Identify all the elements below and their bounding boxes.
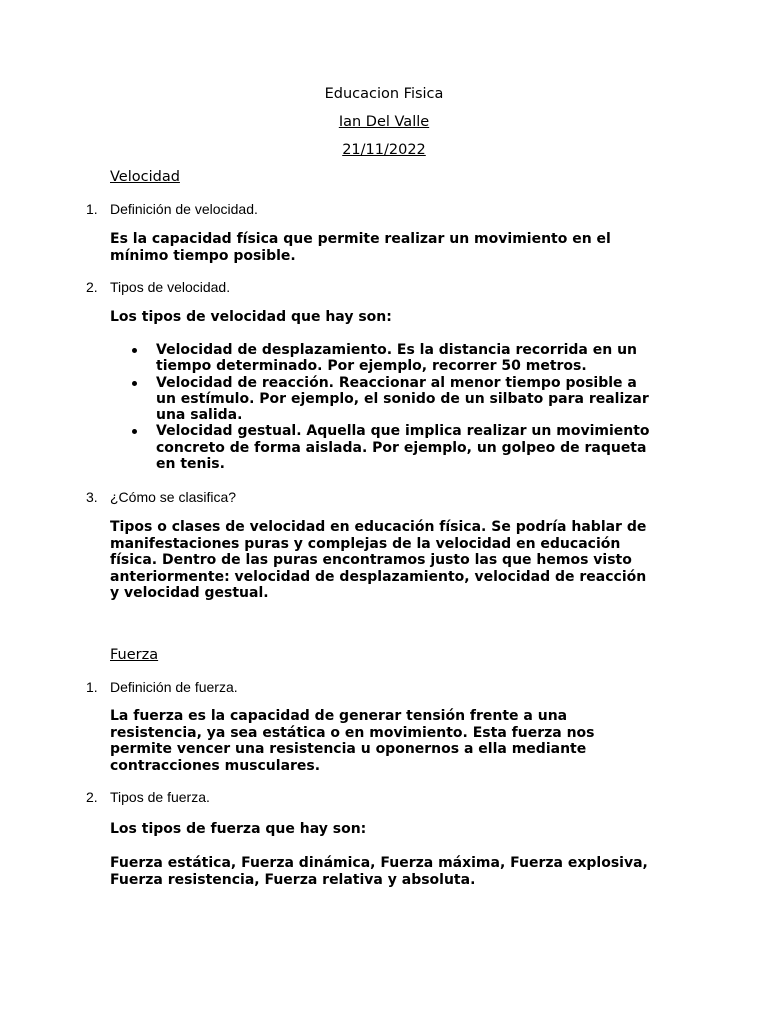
fuerza-types-list: Fuerza estática, Fuerza dinámica, Fuerza máxima, Fuerza explosiva, Fuerza resistencia, Fuerza relativa y absoluta.: [110, 855, 648, 888]
question-item: [86, 788, 210, 806]
list-item-text: Velocidad de desplazamiento. Es la distancia recorrida en un tiempo determinado. Por ejemplo, recorrer 50 metros.: [156, 342, 638, 375]
question-item: [86, 200, 258, 218]
list-item: [110, 423, 670, 472]
bullet-icon: [132, 381, 137, 386]
question-label: Tipos de fuerza.: [110, 789, 210, 805]
question-label: Definición de velocidad.: [110, 201, 258, 217]
question-item: [86, 278, 230, 296]
velocidad-classification: Tipos o clases de velocidad en educación física. Se podría hablar de manifestaciones puras y complejas de la velocidad en educación física. Dentro de las puras encontramos justo las que hemos visto anteriormente: velocidad de desplazamiento, velocidad de reacción y velocidad gestual.: [110, 519, 647, 601]
bullet-icon: [132, 348, 137, 353]
list-item-text: Velocidad gestual. Aquella que implica realizar un movimiento concreto de forma aislada. Por ejemplo, un golpeo de raqueta en tenis.: [156, 423, 650, 473]
fuerza-definition: La fuerza es la capacidad de generar tensión frente a una resistencia, ya sea estática o en movimiento. Esta fuerza nos permite vencer una resistencia u oponernos a ella mediante contracciones musculares.: [110, 708, 595, 774]
list-item-text: Velocidad de reacción. Reaccionar al menor tiempo posible a un estímulo. Por ejemplo, el sonido de un silbato para realizar una salida.: [156, 374, 649, 424]
document-author: Ian Del Valle: [338, 114, 430, 130]
question-number: 2.: [86, 279, 98, 295]
bullet-icon: [132, 429, 137, 434]
document-title: Educacion Fisica: [324, 86, 444, 102]
document-date: 21/11/2022: [342, 142, 426, 158]
velocidad-definition: Es la capacidad física que permite realizar un movimiento en el mínimo tiempo posible.: [110, 231, 611, 264]
section-heading-fuerza: Fuerza: [110, 647, 159, 663]
velocidad-types-list: [110, 342, 670, 472]
question-label: ¿Cómo se clasifica?: [110, 489, 237, 505]
section-heading-velocidad: Velocidad: [110, 169, 180, 185]
question-label: Tipos de velocidad.: [110, 279, 231, 295]
fuerza-types-intro: Los tipos de fuerza que hay son:: [110, 821, 367, 837]
question-item: [86, 678, 238, 696]
question-number: 3.: [86, 489, 98, 505]
list-item: [110, 342, 670, 375]
list-item: [110, 375, 670, 424]
question-label: Definición de fuerza.: [110, 679, 238, 695]
question-number: 1.: [86, 201, 98, 217]
question-item: [86, 488, 236, 506]
question-number: 1.: [86, 679, 98, 695]
velocidad-types-intro: Los tipos de velocidad que hay son:: [110, 309, 392, 325]
question-number: 2.: [86, 789, 98, 805]
